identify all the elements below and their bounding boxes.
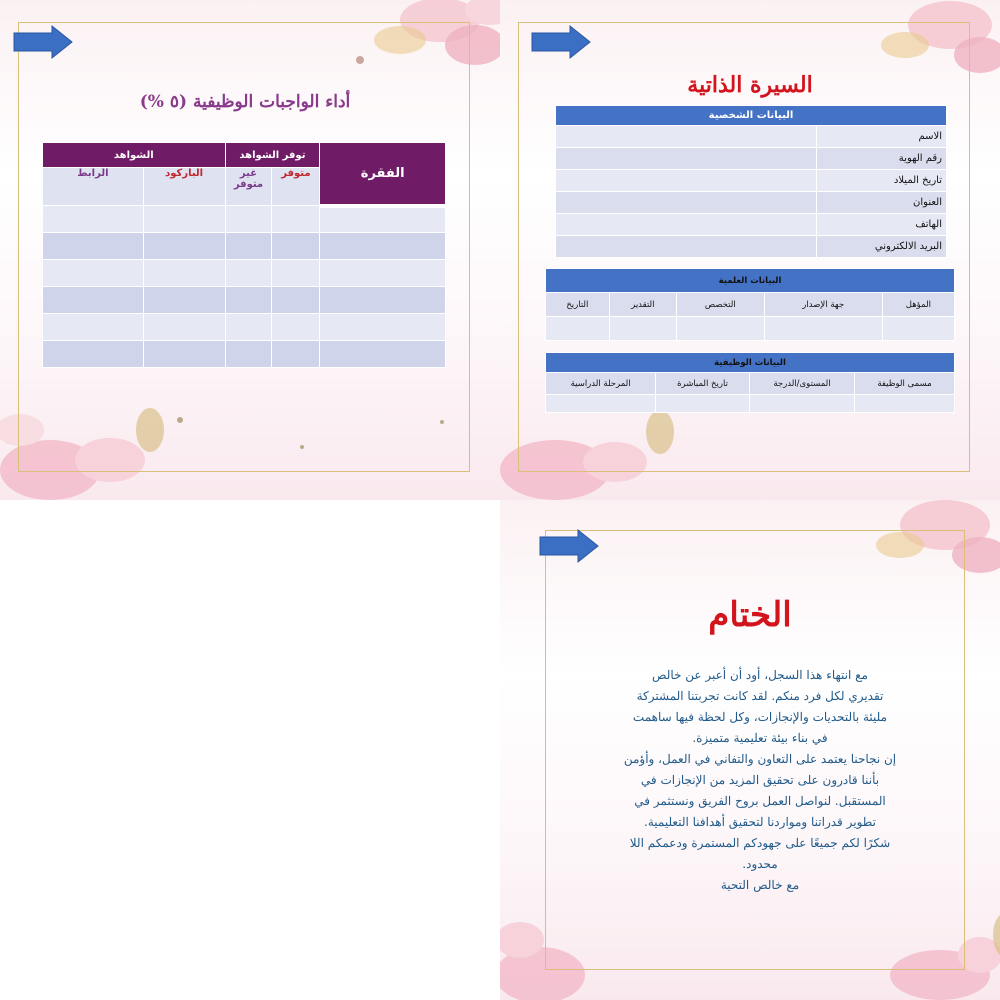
column-header: التقدير [609,293,676,317]
field-value[interactable] [556,192,817,214]
flower-decoration-icon [500,890,720,1000]
field-value[interactable] [556,170,817,192]
item-column-header: الفقرة [320,143,446,206]
closing-line: محدود. [742,857,778,871]
link-subheader: الرابط [43,168,144,206]
closing-line: بأننا قادرون على تحقيق المزيد من الإنجازات في [640,773,880,787]
cv-title: السيرة الذاتية [687,72,813,98]
personal-data-header: البيانات الشخصية [556,106,947,126]
field-value[interactable] [556,236,817,258]
closing-line: تطوير قدراتنا ومواردنا لتحقيق أهدافنا التعليمية. [644,815,876,829]
performance-panel [0,0,500,500]
table-row [43,260,446,287]
decor-dot [440,420,444,424]
flower-decoration-icon [840,910,1000,1000]
closing-line: المستقبل. لنواصل العمل بروح الفريق ونستثمر في [634,794,886,808]
barcode-subheader: الباركود [143,168,225,206]
table-row [43,233,446,260]
table-row [546,395,955,413]
field-label: الهاتف [817,214,947,236]
column-header: المستوى/الدرجة [749,373,854,395]
availability-column-header: توفر الشواهد [225,143,320,168]
arrow-right-icon[interactable] [538,528,600,564]
flower-decoration-icon [0,390,220,500]
closing-line: إن نجاحنا يعتمد على التعاون والتفاني في العمل، وأؤمن [623,752,897,766]
column-header: المؤهل [882,293,954,317]
scientific-data-header: البيانات العلمية [546,269,955,293]
field-value[interactable] [556,148,817,170]
closing-line: مع انتهاء هذا السجل، أود أن أعبر عن خالص [652,668,868,682]
job-data-header: البيانات الوظيفية [546,353,955,373]
closing-line: في بناء بيئة تعليمية متميزة. [692,731,828,745]
flower-decoration-icon [240,0,500,100]
field-label: تاريخ الميلاد [817,170,947,192]
field-label: رقم الهوية [817,148,947,170]
scientific-data-table [545,268,955,341]
closing-line: تقديري لكل فرد منكم. لقد كانت تجربتنا المشتركة [636,689,884,703]
decor-dot [300,445,304,449]
performance-table [42,142,446,368]
closing-title: الختام [708,595,792,635]
column-header: مسمى الوظيفة [855,373,955,395]
field-value[interactable] [556,214,817,236]
closing-body [590,665,930,896]
evidence-column-header: الشواهد [43,143,226,168]
field-label: الاسم [817,126,947,148]
job-data-table [545,352,955,413]
unavailable-subheader: غير متوفر [225,168,272,206]
arrow-right-icon[interactable] [530,24,592,60]
field-label: البريد الالكتروني [817,236,947,258]
column-header: التخصص [676,293,764,317]
table-row [43,341,446,368]
table-row [43,206,446,233]
performance-title: أداء الواجبات الوظيفية (٥ %) [139,92,351,112]
field-value[interactable] [556,126,817,148]
closing-line: شكرًا لكم جميعًا على جهودكم المستمرة ودعمكم اللا [629,836,891,850]
closing-line: مليئة بالتحديات والإنجازات، وكل لحظة فيها ساهمت [632,710,888,724]
table-row [546,317,955,341]
table-row [43,287,446,314]
column-header: تاريخ المباشرة [656,373,750,395]
personal-data-table [555,105,947,258]
closing-panel [500,500,1000,1000]
cv-panel [500,0,1000,500]
arrow-right-icon[interactable] [12,24,74,60]
table-row [43,314,446,341]
flower-decoration-icon [740,500,1000,600]
column-header: المرحلة الدراسية [546,373,656,395]
closing-line: مع خالص التحية [720,878,800,892]
column-header: التاريخ [546,293,610,317]
field-label: العنوان [817,192,947,214]
available-subheader: متوفر [272,168,320,206]
column-header: جهة الإصدار [764,293,882,317]
